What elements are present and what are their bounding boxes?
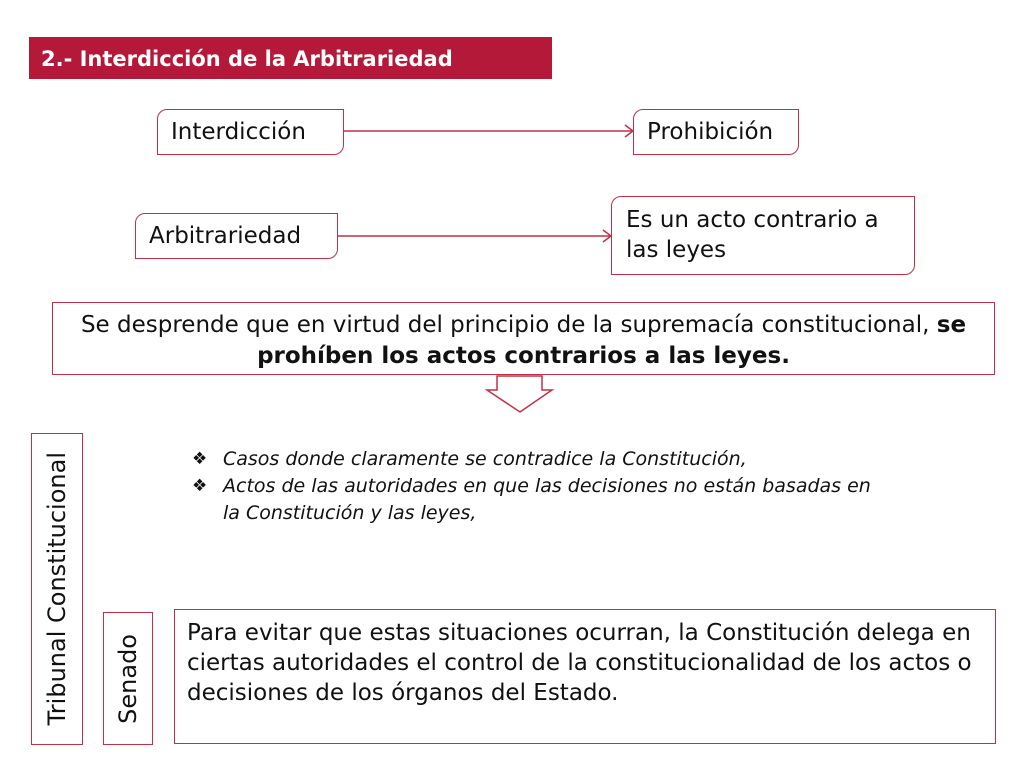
conclusion-text: Para evitar que estas situaciones ocurran, la Constitución delega en ciertas autoridades el control de la constitucionalidad de los actos o decisiones de los órganos del Estado. [187, 620, 972, 706]
term-arbitrariedad: Arbitrariedad [149, 223, 302, 249]
case-text: Casos donde claramente se contradice la Constitución, [223, 448, 747, 470]
senado-label: Senado [114, 633, 142, 724]
meaning-acto-contrario-box [611, 196, 915, 275]
meaning-acto-contrario: Es un acto contrario a las leyes [626, 207, 879, 263]
meaning-prohibicion: Prohibición [647, 119, 774, 145]
bullet-icon: ❖ [192, 476, 208, 496]
slide-title: 2.- Interdicción de la Arbitrariedad [29, 37, 552, 79]
summary-bold-text: se prohíben los actos contrarios a las leyes. [257, 312, 967, 369]
summary-box [52, 302, 995, 375]
bullet-icon: ❖ [192, 449, 208, 469]
case-text: Actos de las autoridades en que las decisiones no están basadas en la Constitución y las leyes, [223, 475, 871, 524]
list-item [192, 473, 892, 527]
senado-box [103, 612, 153, 745]
list-item [192, 446, 892, 473]
down-arrow [487, 376, 552, 412]
tribunal-constitucional-label: Tribunal Constitucional [43, 452, 71, 726]
conclusion-box [174, 609, 996, 744]
term-arbitrariedad-box [135, 213, 338, 259]
cases-list [192, 446, 892, 527]
term-interdiccion: Interdicción [171, 119, 306, 145]
meaning-prohibicion-box [633, 109, 799, 155]
term-interdiccion-box [157, 109, 344, 155]
summary-text: Se desprende que en virtud del principio de la supremacía constitucional, [80, 312, 937, 338]
tribunal-constitucional-box [31, 433, 83, 745]
